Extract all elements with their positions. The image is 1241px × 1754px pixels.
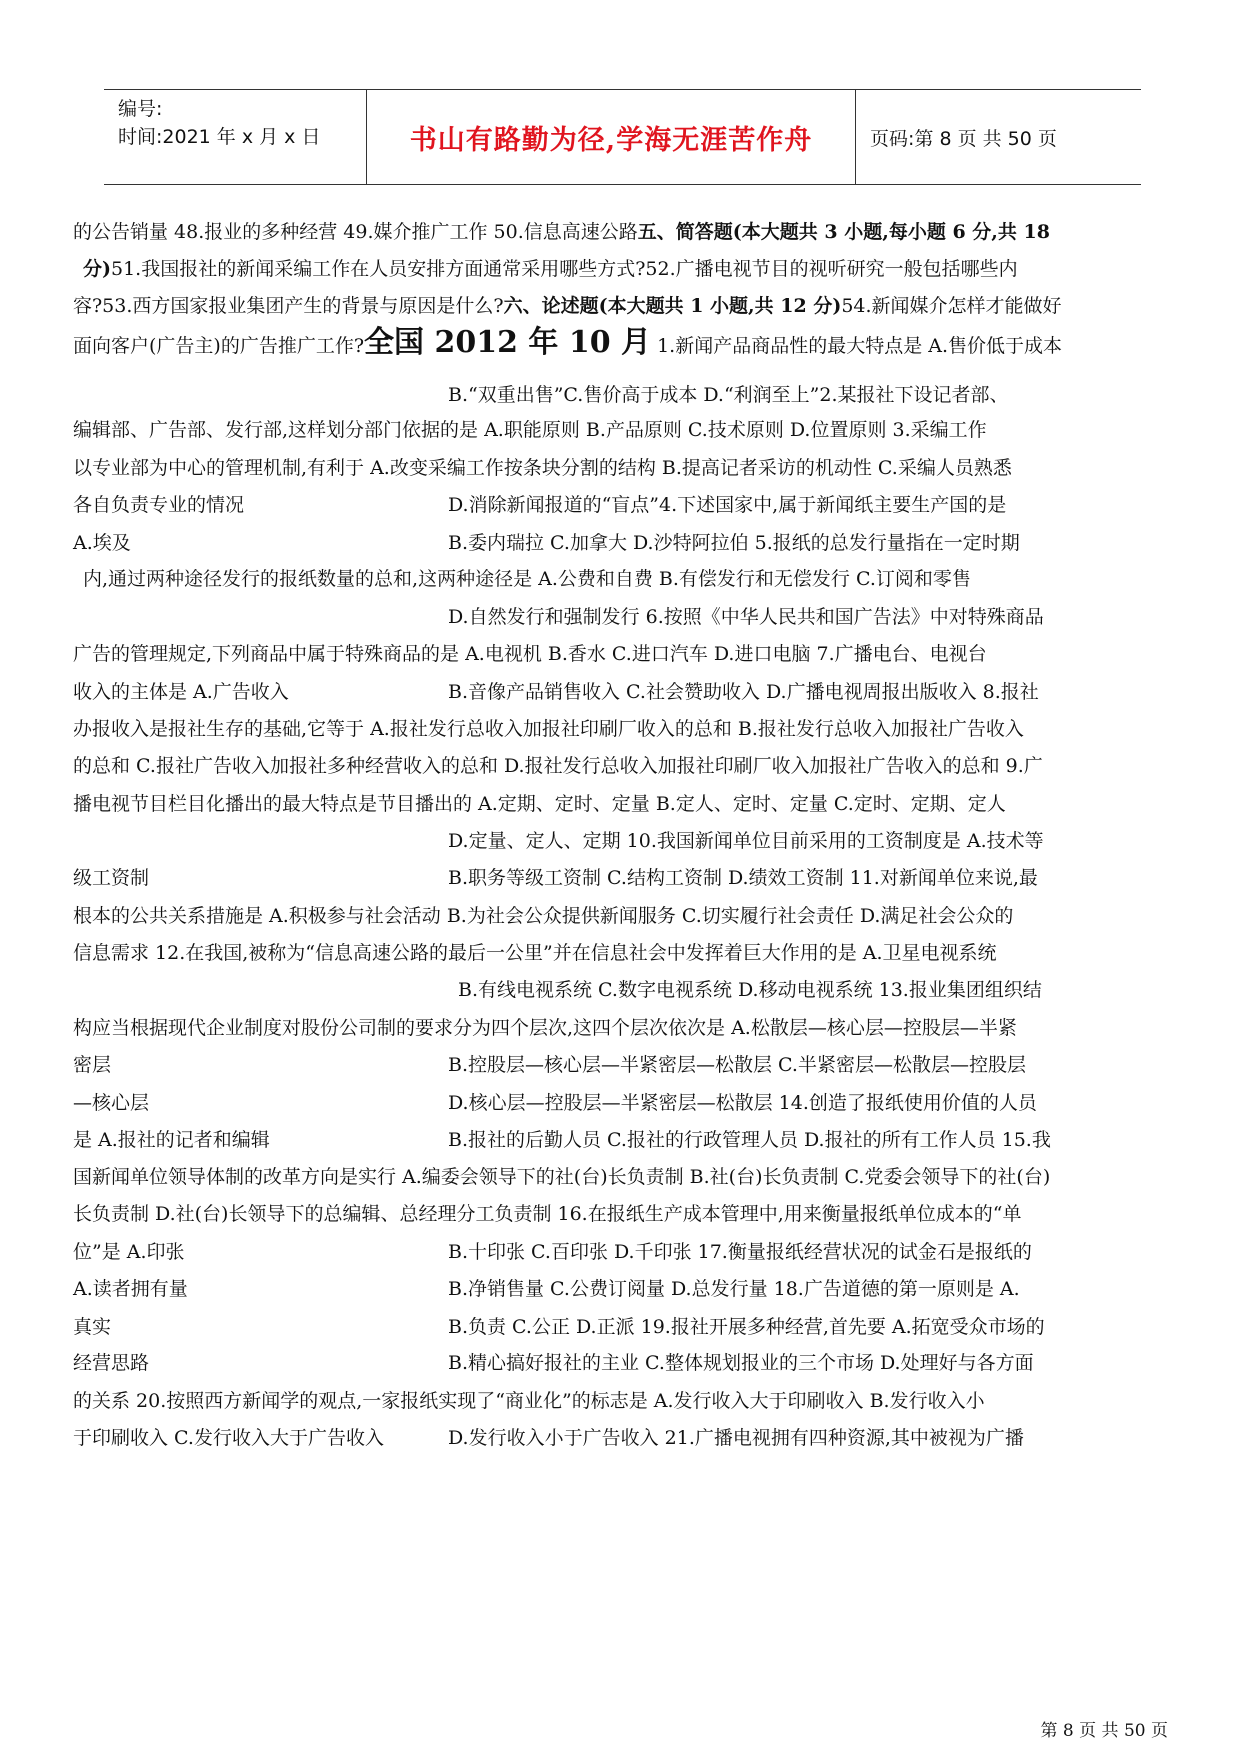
line-right-text: D.核心层—控股层—半紧密层—松散层 14.创造了报纸使用价值的人员 [448, 1092, 1037, 1114]
line-text: 长负责制 D.社(台)长领导下的总编辑、总经理分工负责制 16.在报纸生产成本管理中,用来衡量报纸单位成本的“单 [73, 1203, 1022, 1225]
line-text-tail: 54.新闻媒介怎样才能做好 [841, 295, 1062, 317]
text-line [73, 1203, 1021, 1225]
line-text: 办报收入是报社生存的基础,它等于 A.报社发行总收入加报社印刷厂收入的总和 B.报社发行总收入加报社广告收入 [73, 718, 1024, 740]
text-line [448, 830, 1044, 852]
line-right-text: B.精心搞好报社的主业 C.整体规划报业的三个市场 D.处理好与各方面 [448, 1352, 1034, 1374]
line-left-text: 收入的主体是 A.广告收入 [73, 681, 289, 703]
page-footer: 第 8 页 共 50 页 [1040, 1721, 1168, 1741]
line-text: D.自然发行和强制发行 6.按照《中华人民共和国广告法》中对特殊商品 [448, 606, 1044, 628]
text-line [83, 568, 971, 590]
text-line [73, 793, 1006, 815]
line-right-text: B.十印张 C.百印张 D.千印张 17.衡量报纸经营状况的试金石是报纸的 [448, 1241, 1032, 1263]
line-right-text: B.报社的后勤人员 C.报社的行政管理人员 D.报社的所有工作人员 15.我 [448, 1129, 1051, 1151]
line-text: 播电视节目栏目化播出的最大特点是节目播出的 A.定期、定时、定量 B.定人、定时、定量 C.定时、定期、定人 [73, 793, 1006, 815]
line-left-text: 密层 [73, 1054, 112, 1076]
line-right-text: B.负责 C.公正 D.正派 19.报社开展多种经营,首先要 A.拓宽受众市场的 [448, 1316, 1045, 1338]
line-text: 构应当根据现代企业制度对股份公司制的要求分为四个层次,这四个层次依次是 A.松散层—核心层—控股层—半紧 [73, 1017, 1017, 1039]
line-text: D.定量、定人、定期 10.我国新闻单位目前采用的工资制度是 A.技术等 [448, 830, 1044, 852]
header-motto-cell [366, 90, 856, 184]
text-line [73, 419, 987, 441]
line-text: 广告的管理规定,下列商品中属于特殊商品的是 A.电视机 B.香水 C.进口汽车 D.进口电脑 7.广播电台、电视台 [73, 643, 987, 665]
line-text: 容?53.西方国家报业集团产生的背景与原因是什么? [73, 295, 504, 317]
text-line [448, 606, 1044, 628]
line-left-text: 级工资制 [73, 867, 150, 889]
text-line [73, 1390, 985, 1412]
line-text: B.有线电视系统 C.数字电视系统 D.移动电视系统 13.报业集团组织结 [458, 979, 1042, 1001]
section-heading: 六、论述题(本大题共 1 小题,共 12 分) [503, 295, 842, 317]
line-text-tail: 51.我国报社的新闻采编工作在人员安排方面通常采用哪些方式?52.广播电视节目的视听研究一般包括哪些内 [111, 258, 1018, 280]
line-right-text: B.委内瑞拉 C.加拿大 D.沙特阿拉伯 5.报纸的总发行量指在一定时期 [448, 532, 1020, 554]
line-left-text: A.读者拥有量 [73, 1278, 188, 1300]
text-line [73, 755, 1043, 777]
line-right-text: B.净销售量 C.公费订阅量 D.总发行量 18.广告道德的第一原则是 A. [448, 1278, 1020, 1300]
line-right-text: D.发行收入小于广告收入 21.广播电视拥有四种资源,其中被视为广播 [448, 1427, 1024, 1449]
line-text-tail: 1.新闻产品商品性的最大特点是 A.售价低于成本 [651, 335, 1063, 357]
section-heading: 五、简答题(本大题共 3 小题,每小题 6 分,共 18 [637, 221, 1050, 243]
line-left-text: 位”是 A.印张 [73, 1241, 185, 1263]
text-line [83, 258, 1018, 280]
line-text: B.“双重出售”C.售价高于成本 D.“利润至上”2.某报社下设记者部、 [448, 384, 1009, 406]
line-left-text: 各自负责专业的情况 [73, 494, 245, 516]
text-line [73, 325, 1063, 360]
text-line [448, 384, 1009, 406]
line-text: 根本的公共关系措施是 A.积极参与社会活动 B.为社会公众提供新闻服务 C.切实履行社会责任 D.满足社会公众的 [73, 905, 1014, 927]
line-text: 信息需求 12.在我国,被称为“信息高速公路的最后一公里”并在信息社会中发挥着巨大作用的是 A.卫星电视系统 [73, 942, 997, 964]
line-left-text: 真实 [73, 1316, 112, 1338]
text-line [73, 221, 1050, 243]
line-left-text: 于印刷收入 C.发行收入大于广告收入 [73, 1427, 384, 1449]
text-line [73, 643, 987, 665]
header-right-cell [854, 90, 1141, 184]
line-text: 编辑部、广告部、发行部,这样划分部门依据的是 A.职能原则 B.产品原则 C.技术原则 D.位置原则 3.采编工作 [73, 419, 987, 441]
text-line [73, 1166, 1050, 1188]
text-line [73, 295, 1062, 317]
section-heading: 分) [83, 258, 111, 280]
text-line [458, 979, 1042, 1001]
line-right-text: B.音像产品销售收入 C.社会赞助收入 D.广播电视周报出版收入 8.报社 [448, 681, 1039, 703]
text-line [73, 457, 1012, 479]
line-right-text: D.消除新闻报道的“盲点”4.下述国家中,属于新闻纸主要生产国的是 [448, 494, 1007, 516]
section-heading-exam-date: 全国 2012 年 10 月 [364, 325, 652, 360]
line-text: 国新闻单位领导体制的改革方向是实行 A.编委会领导下的社(台)长负责制 B.社(台)长负责制 C.党委会领导下的社(台) [73, 1166, 1051, 1188]
line-text: 的关系 20.按照西方新闻学的观点,一家报纸实现了“商业化”的标志是 A.发行收入大于印刷收入 B.发行收入小 [73, 1390, 985, 1412]
line-right-text: B.控股层—核心层—半紧密层—松散层 C.半紧密层—松散层—控股层 [448, 1054, 1026, 1076]
line-left-text: —核心层 [73, 1092, 150, 1114]
time-label: 时间:2021 年 x 月 x 日 [118, 126, 321, 148]
line-left-text: A.埃及 [73, 532, 131, 554]
line-left-text: 是 A.报社的记者和编辑 [73, 1129, 270, 1151]
text-line [73, 718, 1024, 740]
line-text: 的公告销量 48.报业的多种经营 49.媒介推广工作 50.信息高速公路 [73, 221, 638, 243]
header-left-cell [104, 90, 366, 184]
text-line [73, 1017, 1017, 1039]
line-left-text: 经营思路 [73, 1352, 150, 1374]
text-line [73, 942, 997, 964]
motto: 书山有路勤为径,学海无涯苦作舟 [409, 124, 813, 156]
text-line [73, 905, 1013, 927]
line-text: 内,通过两种途径发行的报纸数量的总和,这两种途径是 A.公费和自费 B.有偿发行和无偿发行 C.订阅和零售 [83, 568, 971, 590]
line-right-text: B.职务等级工资制 C.结构工资制 D.绩效工资制 11.对新闻单位来说,最 [448, 867, 1038, 889]
line-text: 面向客户(广告主)的广告推广工作? [73, 335, 365, 357]
page-number-label: 页码:第 8 页 共 50 页 [870, 127, 1057, 150]
header-table [104, 89, 1141, 185]
line-text: 以专业部为中心的管理机制,有利于 A.改变采编工作按条块分割的结构 B.提高记者采访的机动性 C.采编人员熟悉 [73, 457, 1012, 479]
line-text: 的总和 C.报社广告收入加报社多种经营收入的总和 D.报社发行总收入加报社印刷厂收入加报社广告收入的总和 9.广 [73, 755, 1043, 777]
serial-label: 编号: [118, 98, 163, 120]
